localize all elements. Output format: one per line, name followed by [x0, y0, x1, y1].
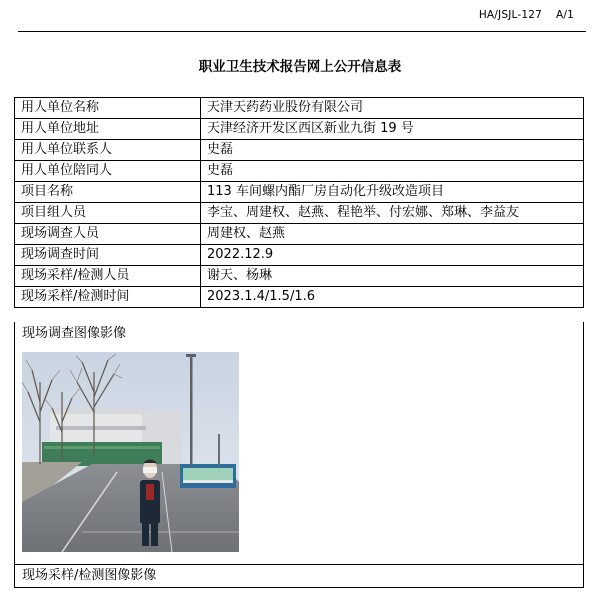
row-value: 史磊 [201, 161, 584, 182]
row-label: 用人单位名称 [15, 98, 201, 119]
table-row [15, 224, 584, 245]
row-value: 113 车间螺内酯厂房自动化升级改造项目 [201, 182, 584, 203]
survey-image-section [14, 322, 584, 565]
row-label: 现场调查时间 [15, 245, 201, 266]
row-label: 项目名称 [15, 182, 201, 203]
header-divider [18, 31, 586, 32]
table-row [15, 182, 584, 203]
row-value: 史磊 [201, 140, 584, 161]
row-label: 用人单位联系人 [15, 140, 201, 161]
row-value: 2023.1.4/1.5/1.6 [201, 287, 584, 308]
page-number: A/1 [555, 9, 574, 21]
row-value: 李宝、周建权、赵燕、程艳举、付宏娜、郑琳、李益友 [201, 203, 584, 224]
row-label: 现场调查人员 [15, 224, 201, 245]
table-row [15, 203, 584, 224]
table-row [15, 266, 584, 287]
row-label: 用人单位地址 [15, 119, 201, 140]
info-table [14, 97, 584, 308]
row-value: 谢天、杨琳 [201, 266, 584, 287]
survey-photo [22, 352, 239, 552]
document-code [465, 9, 574, 21]
row-label: 现场采样/检测时间 [15, 287, 201, 308]
document-title: 职业卫生技术报告网上公开信息表 [198, 59, 402, 75]
table-row [15, 119, 584, 140]
table-row [15, 161, 584, 182]
row-value: 周建权、赵燕 [201, 224, 584, 245]
table-row [15, 140, 584, 161]
sampling-image-label: 现场采样/检测图像影像 [22, 568, 157, 583]
row-value: 天津天药药业股份有限公司 [201, 98, 584, 119]
survey-image-label: 现场调查图像影像 [22, 326, 127, 341]
row-label: 用人单位陪同人 [15, 161, 201, 182]
table-row [15, 287, 584, 308]
table-row [15, 98, 584, 119]
sampling-image-section [14, 564, 584, 588]
row-label: 现场采样/检测人员 [15, 266, 201, 287]
row-value: 2022.12.9 [201, 245, 584, 266]
row-label: 项目组人员 [15, 203, 201, 224]
doc-code-number: HA/JSJL-127 [478, 9, 542, 21]
table-row [15, 245, 584, 266]
row-value: 天津经济开发区西区新业九街 19 号 [201, 119, 584, 140]
